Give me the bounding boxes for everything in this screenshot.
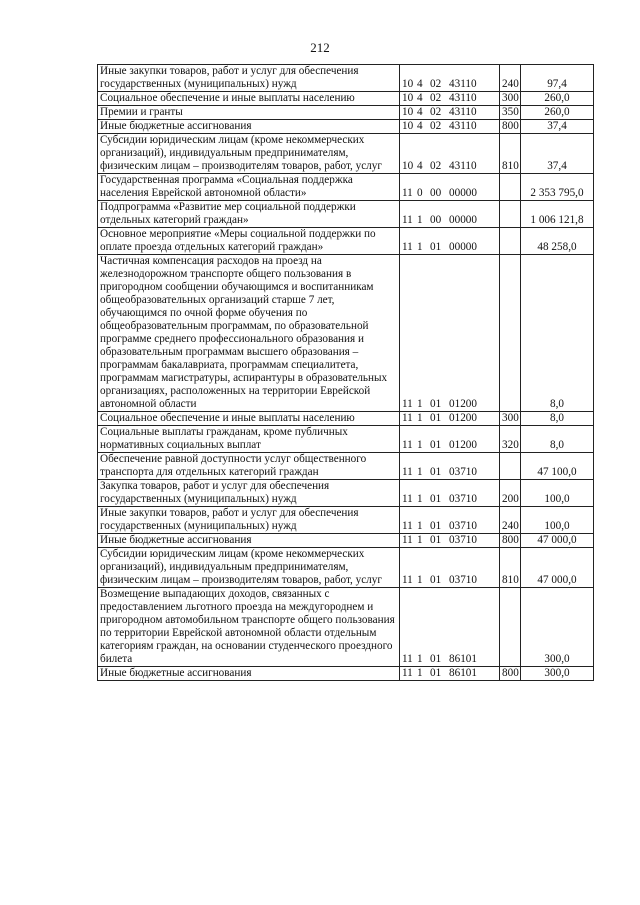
row-name-cell: Премии и гранты <box>98 106 400 120</box>
row-expense-type-cell <box>500 228 521 255</box>
code-target-item: 43110 <box>449 92 477 104</box>
row-expense-type-cell: 810 <box>500 548 521 588</box>
row-sum-cell: 100,0 <box>521 507 594 534</box>
code-program-part: 02 <box>430 106 442 118</box>
code-section: 11 <box>402 667 413 679</box>
code-program-part: 01 <box>430 439 442 451</box>
code-section: 11 <box>402 574 413 586</box>
code-target-item: 43110 <box>449 120 477 132</box>
code-program-part: 00 <box>430 187 442 199</box>
row-expense-type-cell <box>500 201 521 228</box>
table-row <box>98 65 594 92</box>
row-sum-cell: 47 000,0 <box>521 548 594 588</box>
row-name-cell: Обеспечение равной доступности услуг общественного транспорта для отдельных категорий граждан <box>98 453 400 480</box>
code-subsection: 1 <box>417 574 423 586</box>
code-target-item: 86101 <box>449 653 477 665</box>
table-row <box>98 201 594 228</box>
code-program-part: 01 <box>430 398 442 410</box>
code-subsection: 4 <box>417 106 423 118</box>
code-target-item: 43110 <box>449 160 477 172</box>
row-sum-cell: 100,0 <box>521 480 594 507</box>
row-expense-type-cell <box>500 588 521 667</box>
row-expense-type-cell: 800 <box>500 120 521 134</box>
row-expense-type-cell: 240 <box>500 507 521 534</box>
row-name-cell: Иные закупки товаров, работ и услуг для обеспечения государственных (муниципальных) нужд <box>98 65 400 92</box>
code-section: 11 <box>402 534 413 546</box>
row-sum-cell: 47 100,0 <box>521 453 594 480</box>
row-expense-type-cell: 350 <box>500 106 521 120</box>
row-name-cell: Социальные выплаты гражданам, кроме публичных нормативных социальных выплат <box>98 426 400 453</box>
code-section: 11 <box>402 241 413 253</box>
table-row <box>98 480 594 507</box>
row-code-cell <box>400 507 500 534</box>
row-code-cell <box>400 120 500 134</box>
code-program-part: 02 <box>430 78 442 90</box>
row-sum-cell: 2 353 795,0 <box>521 174 594 201</box>
code-subsection: 1 <box>417 398 423 410</box>
code-section: 11 <box>402 466 413 478</box>
table-row <box>98 426 594 453</box>
page-number: 212 <box>310 40 330 55</box>
row-code-cell <box>400 134 500 174</box>
code-program-part: 02 <box>430 92 442 104</box>
row-expense-type-cell <box>500 453 521 480</box>
code-program-part: 01 <box>430 574 442 586</box>
code-section: 10 <box>402 78 414 90</box>
table-row <box>98 120 594 134</box>
row-expense-type-cell: 300 <box>500 412 521 426</box>
row-code-cell <box>400 453 500 480</box>
row-sum-cell: 260,0 <box>521 92 594 106</box>
table-row <box>98 667 594 681</box>
row-expense-type-cell: 320 <box>500 426 521 453</box>
row-sum-cell: 47 000,0 <box>521 534 594 548</box>
row-name-cell: Социальное обеспечение и иные выплаты населению <box>98 412 400 426</box>
code-target-item: 03710 <box>449 466 477 478</box>
row-name-cell: Иные бюджетные ассигнования <box>98 120 400 134</box>
code-program-part: 02 <box>430 160 442 172</box>
code-subsection: 1 <box>417 534 423 546</box>
row-code-cell <box>400 480 500 507</box>
code-target-item: 03710 <box>449 534 477 546</box>
code-target-item: 86101 <box>449 667 477 679</box>
row-expense-type-cell: 200 <box>500 480 521 507</box>
row-expense-type-cell <box>500 255 521 412</box>
row-name-cell: Иные бюджетные ассигнования <box>98 667 400 681</box>
code-target-item: 01200 <box>449 398 477 410</box>
row-sum-cell: 300,0 <box>521 588 594 667</box>
code-target-item: 43110 <box>449 78 477 90</box>
row-name-cell: Иные бюджетные ассигнования <box>98 534 400 548</box>
code-subsection: 4 <box>417 120 423 132</box>
row-name-cell: Социальное обеспечение и иные выплаты населению <box>98 92 400 106</box>
code-section: 10 <box>402 106 414 118</box>
row-sum-cell: 48 258,0 <box>521 228 594 255</box>
row-code-cell <box>400 255 500 412</box>
row-code-cell <box>400 548 500 588</box>
row-expense-type-cell: 800 <box>500 534 521 548</box>
row-name-cell: Основное мероприятие «Меры социальной поддержки по оплате проезда отдельных категорий граждан» <box>98 228 400 255</box>
code-target-item: 00000 <box>449 241 477 253</box>
row-code-cell <box>400 667 500 681</box>
row-name-cell: Иные закупки товаров, работ и услуг для обеспечения государственных (муниципальных) нужд <box>98 507 400 534</box>
row-code-cell <box>400 106 500 120</box>
code-target-item: 43110 <box>449 106 477 118</box>
code-target-item: 03710 <box>449 574 477 586</box>
code-subsection: 1 <box>417 466 423 478</box>
code-subsection: 1 <box>417 214 423 226</box>
code-section: 10 <box>402 120 414 132</box>
table-row <box>98 507 594 534</box>
row-name-cell: Субсидии юридическим лицам (кроме некоммерческих организаций), индивидуальным предпринимателям, физическим лицам – производителям товаров, работ, услуг <box>98 548 400 588</box>
code-subsection: 1 <box>417 241 423 253</box>
row-sum-cell: 8,0 <box>521 426 594 453</box>
row-code-cell <box>400 92 500 106</box>
row-code-cell <box>400 65 500 92</box>
row-sum-cell: 1 006 121,8 <box>521 201 594 228</box>
table-row <box>98 174 594 201</box>
code-section: 11 <box>402 412 413 424</box>
table-row <box>98 255 594 412</box>
code-subsection: 1 <box>417 667 423 679</box>
table-row <box>98 134 594 174</box>
code-subsection: 1 <box>417 493 423 505</box>
code-program-part: 01 <box>430 493 442 505</box>
row-sum-cell: 97,4 <box>521 65 594 92</box>
row-code-cell <box>400 228 500 255</box>
code-subsection: 1 <box>417 412 423 424</box>
code-section: 11 <box>402 493 413 505</box>
row-sum-cell: 300,0 <box>521 667 594 681</box>
code-target-item: 00000 <box>449 187 477 199</box>
row-code-cell <box>400 588 500 667</box>
row-sum-cell: 8,0 <box>521 412 594 426</box>
row-name-cell: Подпрограмма «Развитие мер социальной поддержки отдельных категорий граждан» <box>98 201 400 228</box>
row-sum-cell: 37,4 <box>521 120 594 134</box>
code-target-item: 01200 <box>449 412 477 424</box>
code-program-part: 02 <box>430 120 442 132</box>
code-program-part: 01 <box>430 466 442 478</box>
table-row <box>98 412 594 426</box>
row-name-cell: Субсидии юридическим лицам (кроме некоммерческих организаций), индивидуальным предпринимателям, физическим лицам – производителям товаров, работ, услуг <box>98 134 400 174</box>
row-name-cell: Государственная программа «Социальная поддержка населения Еврейской автономной области» <box>98 174 400 201</box>
row-sum-cell: 37,4 <box>521 134 594 174</box>
code-program-part: 01 <box>430 241 442 253</box>
row-expense-type-cell <box>500 174 521 201</box>
table-row <box>98 92 594 106</box>
code-section: 11 <box>402 187 413 199</box>
budget-table-body <box>98 65 594 681</box>
code-section: 11 <box>402 398 413 410</box>
code-target-item: 01200 <box>449 439 477 451</box>
row-name-cell: Частичная компенсация расходов на проезд на железнодорожном транспорте общего пользования в пригородном сообщении обучающимся и воспитанникам общеобразовательных организаций старше 7 лет, обучающимся по очной форме обучения по общеобразовательным программам, по образовательной программе среднего профессионального образования и образовательным программам высшего образования – программам бакалавриата, программам специалитета, программам магистратуры, аспирантуры в образовательных организациях, расположенных на территории Еврейской автономной области <box>98 255 400 412</box>
code-section: 10 <box>402 160 414 172</box>
row-sum-cell: 260,0 <box>521 106 594 120</box>
code-subsection: 1 <box>417 439 423 451</box>
code-section: 10 <box>402 92 414 104</box>
row-expense-type-cell: 300 <box>500 92 521 106</box>
code-subsection: 0 <box>417 187 423 199</box>
row-expense-type-cell: 240 <box>500 65 521 92</box>
row-expense-type-cell: 810 <box>500 134 521 174</box>
code-target-item: 00000 <box>449 214 477 226</box>
code-section: 11 <box>402 214 413 226</box>
budget-table <box>97 64 594 681</box>
code-subsection: 1 <box>417 653 423 665</box>
code-program-part: 01 <box>430 534 442 546</box>
code-subsection: 4 <box>417 92 423 104</box>
code-section: 11 <box>402 520 413 532</box>
code-program-part: 00 <box>430 214 442 226</box>
row-expense-type-cell: 800 <box>500 667 521 681</box>
code-program-part: 01 <box>430 667 442 679</box>
code-target-item: 03710 <box>449 520 477 532</box>
row-code-cell <box>400 426 500 453</box>
table-row <box>98 588 594 667</box>
row-code-cell <box>400 201 500 228</box>
row-name-cell: Возмещение выпадающих доходов, связанных с предоставлением льготного проезда на междугороднем и пригородном автомобильном транспорте общего пользования по территории Еврейской автономной области отдельным категориям граждан, на основании студенческого проездного билета <box>98 588 400 667</box>
row-code-cell <box>400 174 500 201</box>
code-program-part: 01 <box>430 520 442 532</box>
table-row <box>98 106 594 120</box>
code-section: 11 <box>402 439 413 451</box>
code-subsection: 1 <box>417 520 423 532</box>
code-target-item: 03710 <box>449 493 477 505</box>
row-name-cell: Закупка товаров, работ и услуг для обеспечения государственных (муниципальных) нужд <box>98 480 400 507</box>
table-row <box>98 453 594 480</box>
code-program-part: 01 <box>430 412 442 424</box>
code-program-part: 01 <box>430 653 442 665</box>
row-code-cell <box>400 412 500 426</box>
code-subsection: 4 <box>417 160 423 172</box>
table-row <box>98 228 594 255</box>
table-row <box>98 534 594 548</box>
code-subsection: 4 <box>417 78 423 90</box>
row-code-cell <box>400 534 500 548</box>
row-sum-cell: 8,0 <box>521 255 594 412</box>
table-row <box>98 548 594 588</box>
code-section: 11 <box>402 653 413 665</box>
